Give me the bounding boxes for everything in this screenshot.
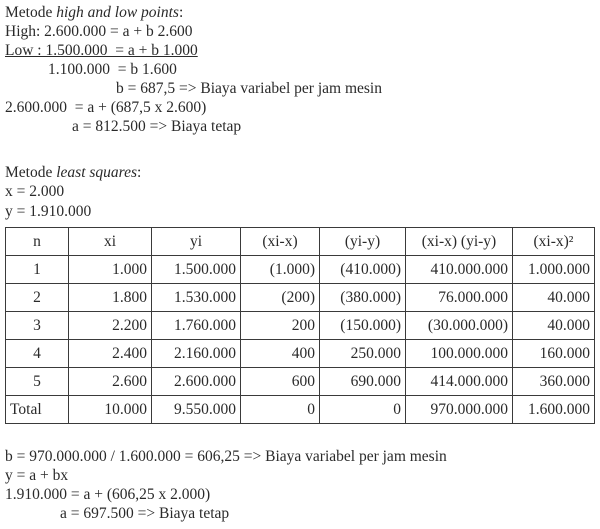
cell-xi: 2.200 (69, 312, 152, 340)
cell-y-dev: (150.000) (320, 312, 406, 340)
cell-yi: 9.550.000 (152, 396, 241, 424)
cell-yi: 2.600.000 (152, 368, 241, 396)
substitution-equation: 2.600.000 = a + (687,5 x 2.600) (5, 99, 207, 116)
table-row (6, 368, 595, 396)
cell-xi: 1.800 (69, 284, 152, 312)
variable-cost-result: b = 687,5 => Biaya variabel per jam mesin (116, 80, 382, 97)
table-total-row (6, 396, 595, 424)
cell-x-dev: 600 (241, 368, 320, 396)
cell-n: 3 (6, 312, 69, 340)
cell-x-dev-squared: 1.000.000 (513, 256, 595, 284)
cell-y-dev: (410.000) (320, 256, 406, 284)
cell-x-dev-squared: 40.000 (513, 312, 595, 340)
cell-xi: 1.000 (69, 256, 152, 284)
table-row (6, 340, 595, 368)
cell-product: 100.000.000 (406, 340, 513, 368)
cell-x-dev-squared: 1.600.000 (513, 396, 595, 424)
least-squares-table (5, 227, 595, 424)
difference-equation: 1.100.000 = b 1.600 (48, 61, 177, 78)
cell-x-dev-squared: 160.000 (513, 340, 595, 368)
cell-total-label: Total (6, 396, 69, 424)
heading-suffix: : (178, 4, 184, 21)
cell-product: 970.000.000 (406, 396, 513, 424)
col-header-xi: xi (69, 228, 152, 256)
cell-yi: 2.160.000 (152, 340, 241, 368)
cell-n: 4 (6, 340, 69, 368)
ls-substitution-equation: 1.910.000 = a + (606,25 x 2.000) (5, 486, 211, 503)
table-row (6, 312, 595, 340)
ls-variable-cost-result: b = 970.000.000 / 1.600.000 = 606,25 => Biaya variabel per jam mesin (5, 448, 447, 465)
table-header-row (6, 228, 595, 256)
y-mean: y = 1.910.000 (5, 203, 92, 220)
cell-xi: 2.400 (69, 340, 152, 368)
cell-x-dev-squared: 40.000 (513, 284, 595, 312)
cell-x-dev-squared: 360.000 (513, 368, 595, 396)
cell-xi: 2.600 (69, 368, 152, 396)
cell-y-dev: 690.000 (320, 368, 406, 396)
heading-method-name: least squares (56, 164, 138, 181)
col-header-x-dev: (xi-x) (241, 228, 320, 256)
heading-prefix: Metode (5, 164, 57, 181)
cell-y-dev: (380.000) (320, 284, 406, 312)
cell-y-dev: 0 (320, 396, 406, 424)
cell-product: 414.000.000 (406, 368, 513, 396)
cell-yi: 1.760.000 (152, 312, 241, 340)
col-header-x-dev-squared: (xi-x)² (513, 228, 595, 256)
heading-prefix: Metode (5, 4, 57, 21)
cell-xi: 10.000 (69, 396, 152, 424)
cell-n: 2 (6, 284, 69, 312)
cell-yi: 1.530.000 (152, 284, 241, 312)
table-row (6, 256, 595, 284)
least-squares-heading (5, 164, 141, 182)
x-mean: x = 2.000 (5, 183, 65, 200)
col-header-product: (xi-x) (yi-y) (406, 228, 513, 256)
high-equation: High: 2.600.000 = a + b 2.600 (5, 23, 193, 40)
regression-formula: y = a + bx (5, 467, 69, 484)
cell-product: 76.000.000 (406, 284, 513, 312)
cell-n: 5 (6, 368, 69, 396)
cell-x-dev: 400 (241, 340, 320, 368)
cell-product: (30.000.000) (406, 312, 513, 340)
cell-x-dev: (200) (241, 284, 320, 312)
ls-fixed-cost-result: a = 697.500 => Biaya tetap (60, 505, 230, 522)
fixed-cost-result: a = 812.500 => Biaya tetap (72, 118, 242, 135)
col-header-y-dev: (yi-y) (320, 228, 406, 256)
cell-x-dev: (1.000) (241, 256, 320, 284)
table-row (6, 284, 595, 312)
high-low-heading (5, 4, 183, 22)
col-header-yi: yi (152, 228, 241, 256)
cell-x-dev: 200 (241, 312, 320, 340)
low-equation: Low : 1.500.000 = a + b 1.000 (5, 42, 198, 59)
heading-method-name: high and low points (56, 4, 179, 21)
heading-suffix: : (137, 164, 142, 181)
cell-y-dev: 250.000 (320, 340, 406, 368)
cell-x-dev: 0 (241, 396, 320, 424)
cell-n: 1 (6, 256, 69, 284)
cell-yi: 1.500.000 (152, 256, 241, 284)
cell-product: 410.000.000 (406, 256, 513, 284)
col-header-n: n (6, 228, 69, 256)
